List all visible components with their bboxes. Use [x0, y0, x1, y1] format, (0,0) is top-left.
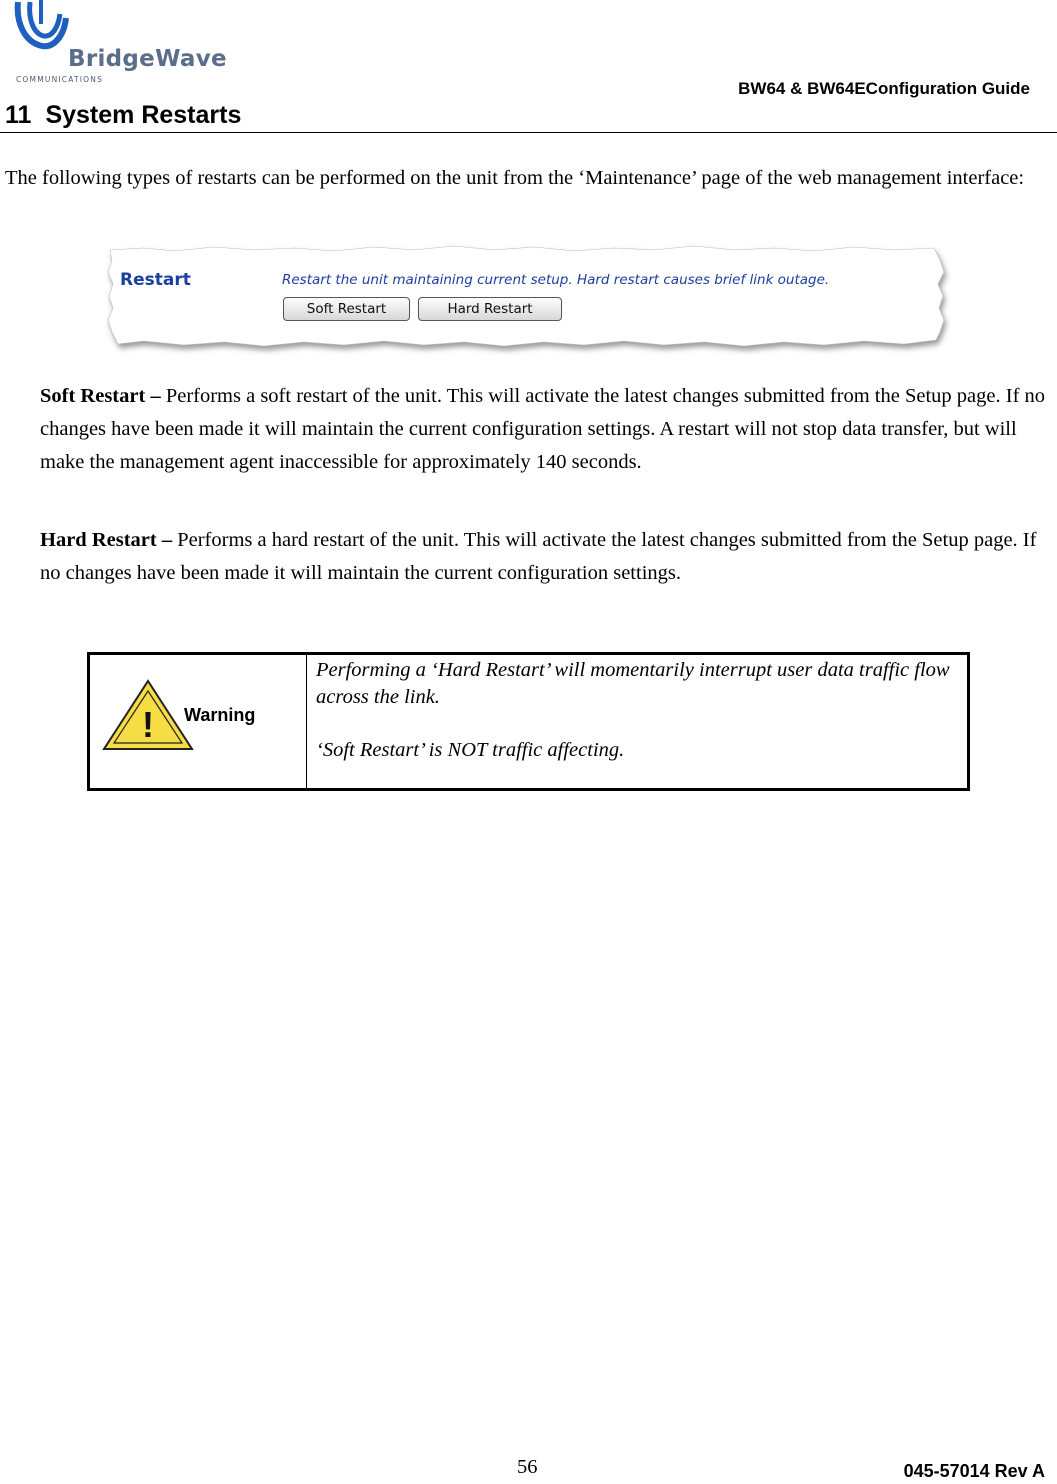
logo-mark-icon: [14, 0, 74, 50]
restart-description: Restart the unit maintaining current setup. Hard restart causes brief link outage.: [282, 272, 830, 288]
soft-restart-text: Performs a soft restart of the unit. This will activate the latest changes submitted from the Setup page. If no changes have been made it will maintain the current configuration settings. A restart will not stop data transfer, but will make the management agent inaccessible for approximately 140 seconds.: [40, 385, 1046, 473]
hard-restart-text: Performs a hard restart of the unit. This will activate the latest changes submitted from the Setup page. If no changes have been made it will maintain the current configuration settings.: [40, 529, 1037, 584]
bridgewave-logo: [14, 0, 227, 90]
document-title: BW64 & BW64EConfiguration Guide: [738, 79, 1030, 98]
soft-restart-term: Soft Restart –: [40, 385, 161, 407]
hard-restart-paragraph: [40, 524, 1055, 590]
page-number: 56: [517, 1456, 538, 1478]
hard-restart-button[interactable]: Hard Restart: [418, 297, 562, 321]
chapter-title: System Restarts: [45, 101, 242, 129]
warning-symbol: !: [142, 704, 154, 745]
warning-callout: [87, 652, 970, 791]
restart-screenshot: [104, 240, 952, 356]
soft-restart-button[interactable]: Soft Restart: [283, 297, 410, 321]
logo-subtitle: COMMUNICATIONS: [16, 75, 104, 84]
chapter-heading: [5, 101, 241, 130]
soft-restart-paragraph: [40, 380, 1055, 479]
hard-restart-term: Hard Restart –: [40, 529, 173, 551]
warning-divider: [306, 655, 307, 788]
document-revision: 045-57014 Rev A: [903, 1461, 1045, 1481]
intro-paragraph: The following types of restarts can be performed on the unit from the ‘Maintenance’ page of the web management interface:: [5, 167, 1025, 189]
warning-text-soft: ‘Soft Restart’ is NOT traffic affecting.: [316, 739, 625, 761]
chapter-number: 11: [5, 101, 32, 129]
heading-rule: [0, 132, 1057, 133]
logo-wordmark: BridgeWave: [68, 46, 227, 72]
restart-heading: Restart: [120, 270, 191, 290]
warning-label: Warning: [184, 705, 256, 725]
warning-text-hard: Performing a ‘Hard Restart’ will momentarily interrupt user data traffic flow across the link.: [316, 659, 950, 708]
warning-triangle-icon: [100, 677, 196, 753]
